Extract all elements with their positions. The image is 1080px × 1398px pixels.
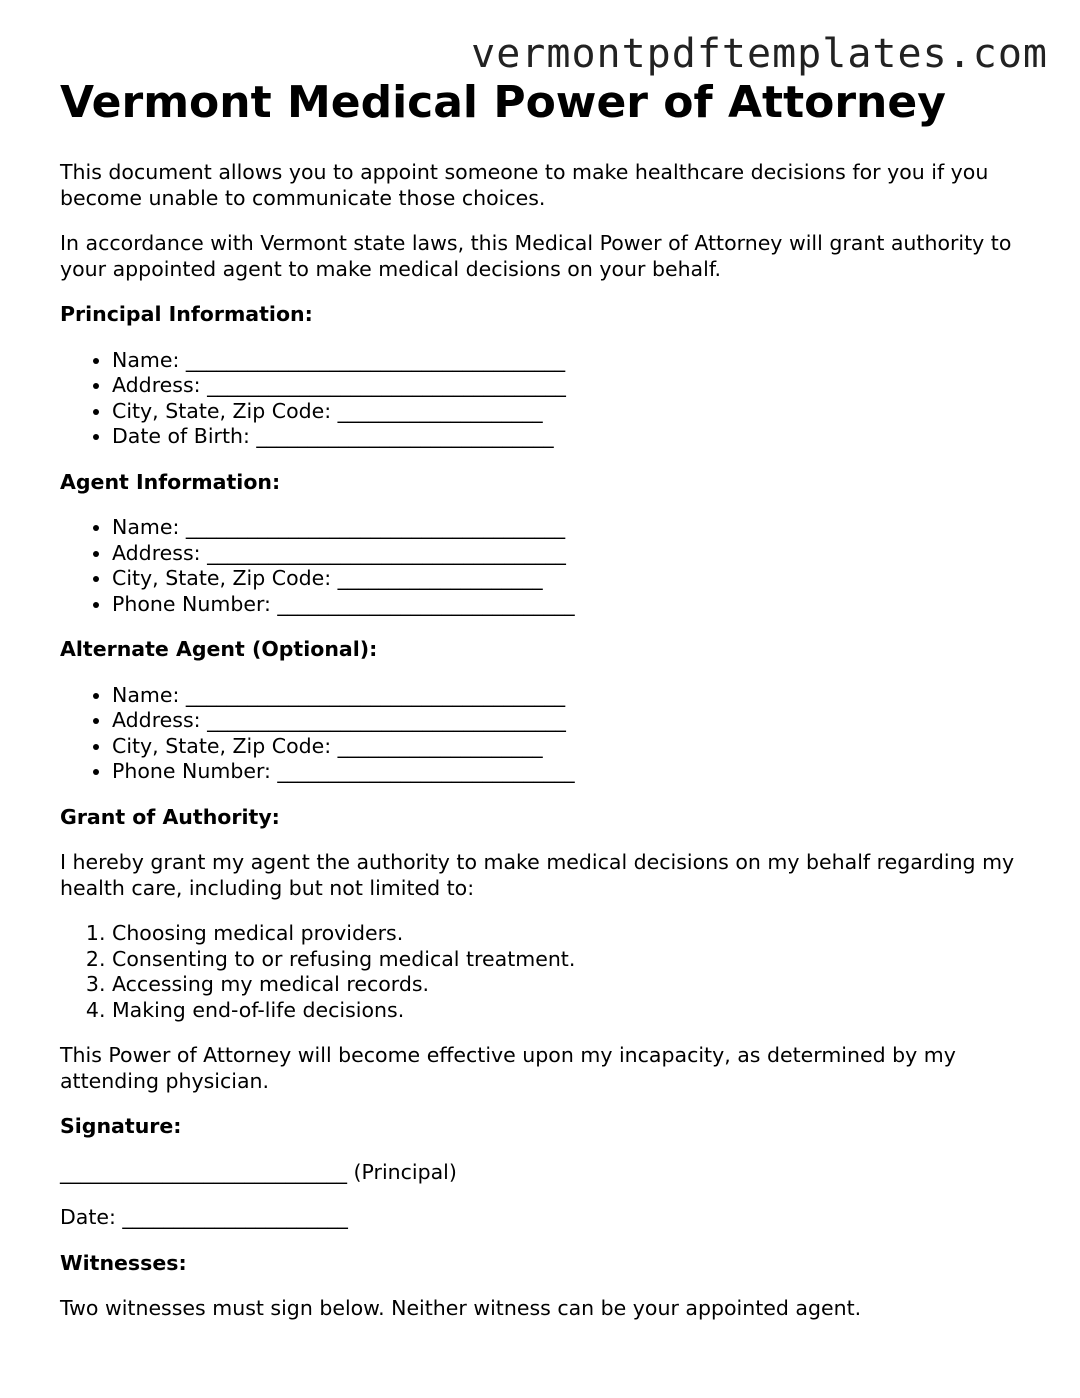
grant-items — [60, 921, 1030, 1023]
effective-text: This Power of Attorney will become effective upon my incapacity, as determined by my attending physician. — [60, 1043, 956, 1093]
grant-item: 3. Accessing my medical records. — [112, 972, 1030, 998]
principal-heading: Principal Information: — [60, 302, 313, 326]
alternate-agent-fields — [60, 683, 1030, 785]
agent-address-field[interactable]: • Address: ___________________________________ — [112, 541, 1030, 567]
witnesses-heading: Witnesses: — [60, 1250, 187, 1275]
alternate-name-field[interactable]: • Name: _____________________________________ — [112, 683, 1030, 709]
principal-address-field[interactable]: • Address: ___________________________________ — [112, 373, 1030, 399]
grant-text: I hereby grant my agent the authority to make medical decisions on my behalf regarding my health care, including but not limited to: — [60, 850, 1015, 900]
agent-heading: Agent Information: — [60, 469, 281, 494]
agent-fields — [60, 515, 1030, 617]
document-body — [60, 76, 1030, 1342]
grant-item: 1. Choosing medical providers. — [112, 921, 1030, 947]
grant-item: 2. Consenting to or refusing medical treatment. — [112, 947, 1030, 973]
principal-name-field[interactable]: • Name: _____________________________________ — [112, 348, 1030, 374]
intro-paragraph-1: This document allows you to appoint someone to make healthcare decisions for you if you become unable to communicate those choices. — [60, 160, 989, 210]
grant-item: 4. Making end-of-life decisions. — [112, 998, 1030, 1024]
principal-dob-field[interactable]: • Date of Birth: _____________________________ — [112, 424, 1030, 450]
agent-phone-field[interactable]: • Phone Number: _____________________________ — [112, 592, 1030, 618]
signature-heading: Signature: — [60, 1114, 182, 1138]
principal-city-field[interactable]: • City, State, Zip Code: ____________________ — [112, 399, 1030, 425]
alternate-agent-heading: Alternate Agent (Optional): — [60, 637, 378, 661]
principal-fields — [60, 348, 1030, 450]
witnesses-text: Two witnesses must sign below. Neither witness can be your appointed agent. — [60, 1296, 862, 1320]
alternate-phone-field[interactable]: • Phone Number: _____________________________ — [112, 759, 1030, 785]
principal-signature-line[interactable]: ____________________________ (Principal) — [60, 1159, 457, 1184]
agent-name-field[interactable]: • Name: _____________________________________ — [112, 515, 1030, 541]
intro-paragraph-2: In accordance with Vermont state laws, this Medical Power of Attorney will grant authority to your appointed agent to make medical decisions on your behalf. — [60, 231, 1012, 281]
signature-date-field[interactable]: Date: ______________________ — [60, 1205, 348, 1229]
alternate-address-field[interactable]: • Address: ___________________________________ — [112, 708, 1030, 734]
agent-city-field[interactable]: • City, State, Zip Code: ____________________ — [112, 566, 1030, 592]
alternate-city-field[interactable]: • City, State, Zip Code: ____________________ — [112, 734, 1030, 760]
page-title: Vermont Medical Power of Attorney — [60, 77, 946, 128]
watermark: vermontpdftemplates.com — [471, 31, 1048, 77]
grant-heading: Grant of Authority: — [60, 804, 280, 829]
